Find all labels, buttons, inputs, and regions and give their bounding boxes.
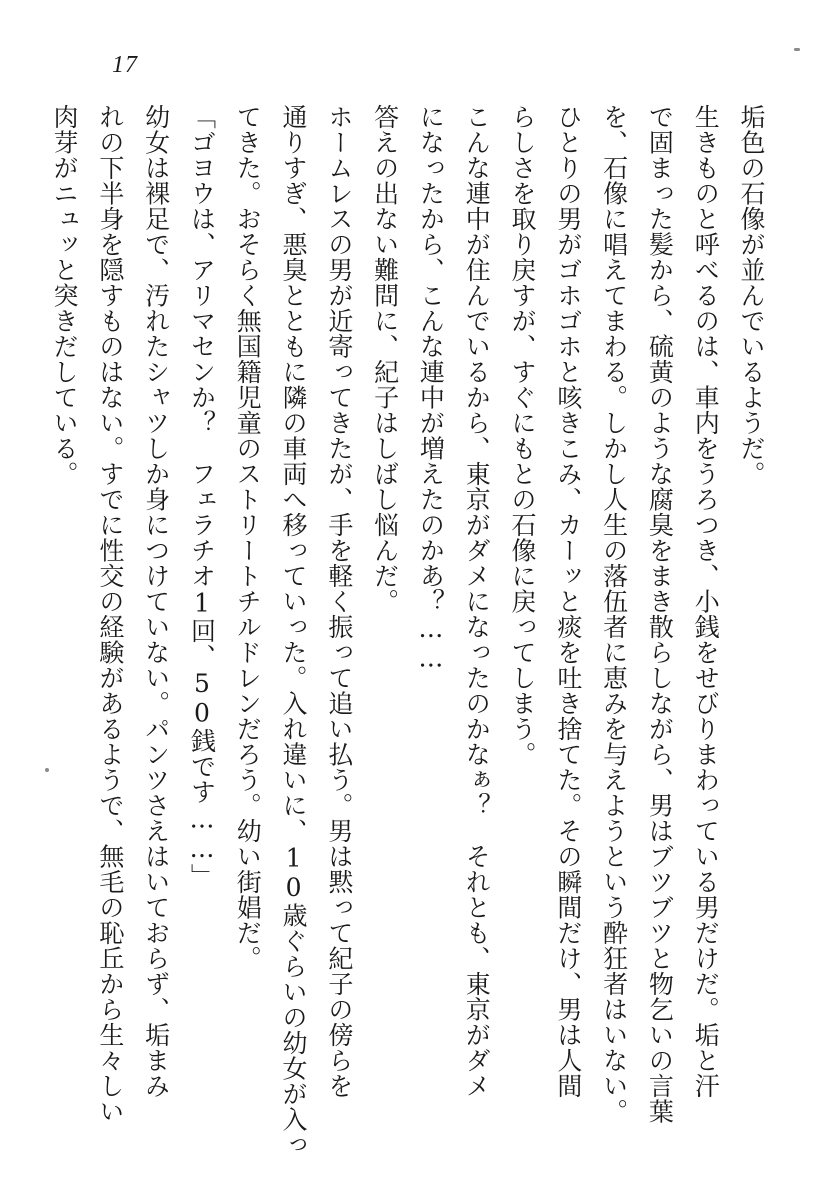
page-number: 17 [112,52,138,78]
text-line: で固まった髪から、硫黄のような腐臭をまき散らしながら、男はブツブツと物乞いの言葉 [645,104,675,1124]
text-line: れの下半身を隠すものはない。すでに性交の経験があるようで、無毛の恥丘から生々しい [95,104,125,1124]
text-line: 垢色の石像が並んでいるようだ。 [737,104,766,487]
text-line: らしさを取り戻すが、すぐにもとの石像に戻ってしまう。 [508,104,538,767]
text-line: ひとりの男がゴホゴホと咳きこみ、カーッと痰を吐き捨てた。その瞬間だけ、男は人間 [553,104,583,1099]
text-line: こんな連中が住んでいるから、東京がダメになったのかなぁ？ それとも、東京がダメ [462,104,492,1099]
text-line: 生きものと呼べるのは、車内をうろつき、小銭をせびりまわっている男だけだ。垢と汗 [691,104,721,1099]
scan-speck [794,48,800,51]
text-line: ホームレスの男が近寄ってきたが、手を軽く振って追い払う。男は黙って紀子の傍らを [324,104,354,1099]
text-line: 答えの出ない難問に、紀子はしばし悩んだ。 [370,104,400,614]
text-line: 「ゴヨウは、アリマセンか？ フェラチオ1回、50銭です……」 [187,104,217,889]
text-line: 幼女は裸足で、汚れたシャツしか身につけていない。パンツさえはいておらず、垢まみ [141,104,171,1099]
scan-speck [45,768,49,772]
text-line: てきた。おそらく無国籍児童のストリートチルドレンだろう。幼い街娼だ。 [233,104,263,971]
text-line: になったから、こんな連中が増えたのかあ？…… [416,104,446,673]
text-line: を、石像に唱えてまわる。しかし人生の落伍者に恵みを与えようという酔狂者はいない。 [599,104,629,1124]
text-line: 肉芽がニュッと突きだしている。 [50,104,80,487]
body-text [41,104,774,1184]
text-line: 通りすぎ、悪臭とともに隣の車両へ移っていった。入れ違いに、10歳ぐらいの幼女が入っ [279,104,309,1158]
